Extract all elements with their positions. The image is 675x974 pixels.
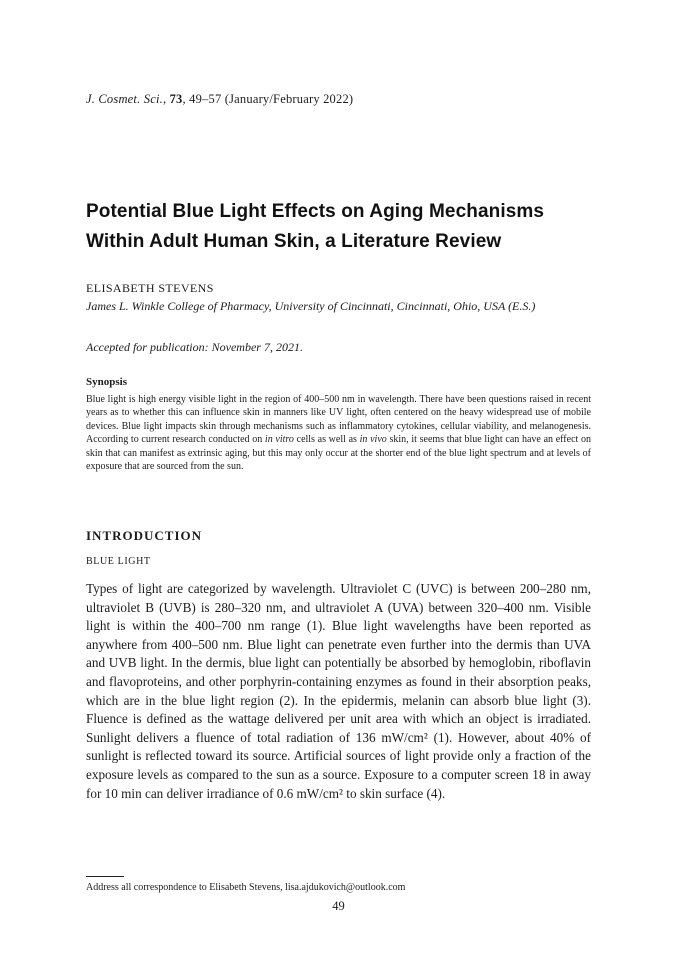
author-name: ELISABETH STEVENS [86,281,214,295]
article-title-line2: Within Adult Human Skin, a Literature Review [86,231,502,252]
page-number: 49 [332,899,345,913]
article-title-line1: Potential Blue Light Effects on Aging Mechanisms [86,201,545,222]
synopsis-paragraph [86,393,591,473]
synopsis-heading: Synopsis [86,376,127,388]
synopsis-part1: Blue light is high energy visible light in the region of 400–500 nm in wavelength. There have been questions raised in recent years as to whether this can influence skin in manners like UV light, often centered on the heavy widespread use of mobile devices. Blue light impacts skin through mechanisms such as inflammatory cytokines, cellular viability, and melanogenesis. According to current research conducted on [86,394,591,446]
journal-name: J. Cosmet. Sci. [86,92,163,106]
synopsis-in-vitro: in vitro [264,434,294,446]
article-title [86,197,591,257]
page-content [86,0,591,974]
synopsis-part3: skin, it seems that blue light can have an effect on skin that can manifest as extrinsic aging, but this may only occur at the shorter end of the blue light spectrum and at levels of exposure that are sourced from the sun. [86,434,591,473]
accepted-for-publication-note: Accepted for publication: November 7, 2021. [86,340,303,354]
subsection-heading-blue-light: BLUE LIGHT [86,556,151,567]
journal-pages-date: , 49–57 (January/February 2022) [182,92,354,106]
journal-citation-line [86,92,591,107]
footnote-divider [86,876,124,877]
journal-separator: , [162,92,170,106]
synopsis-in-vivo: in vivo [359,434,387,446]
section-heading-introduction: INTRODUCTION [86,528,203,543]
body-paragraph: Types of light are categorized by wavelength. Ultraviolet C (UVC) is between 200–280 nm, ultraviolet B (UVB) is 280–320 nm, and ultraviolet A (UVA) between 320–400 nm. Visible light is within the 400–700 nm range (1). Blue light wavelengths have been reported as anywhere from 400–500 nm. Blue light can penetrate even further into the dermis than UVA and UVB light. In the dermis, blue light can potentially be absorbed by hemoglobin, riboflavin and flavoproteins, and other porphyrin-containing enzymes as found in their absorption peaks, which are in the blue light region (2). In the epidermis, melanin can absorb blue light (3). Fluence is defined as the wattage delivered per unit area with which an object is irradiated. Sunlight delivers a fluence of total radiation of 136 mW/cm² (1). However, about 40% of sunlight is reflected toward its source. Artificial sources of light provide only a fraction of the exposure levels as compared to the sun as a source. Exposure to a computer screen 18 in away for 10 min can deliver irradiance of 0.6 mW/cm² to skin surface (4). [86,581,591,801]
footnote-correspondence: Address all correspondence to Elisabeth Stevens, lisa.ajdukovich@outlook.com [86,882,406,893]
journal-volume: 73 [169,92,183,106]
author-affiliation: James L. Winkle College of Pharmacy, University of Cincinnati, Cincinnati, Ohio, USA (E.S.) [86,299,536,313]
synopsis-part2: cells as well as [293,434,360,446]
